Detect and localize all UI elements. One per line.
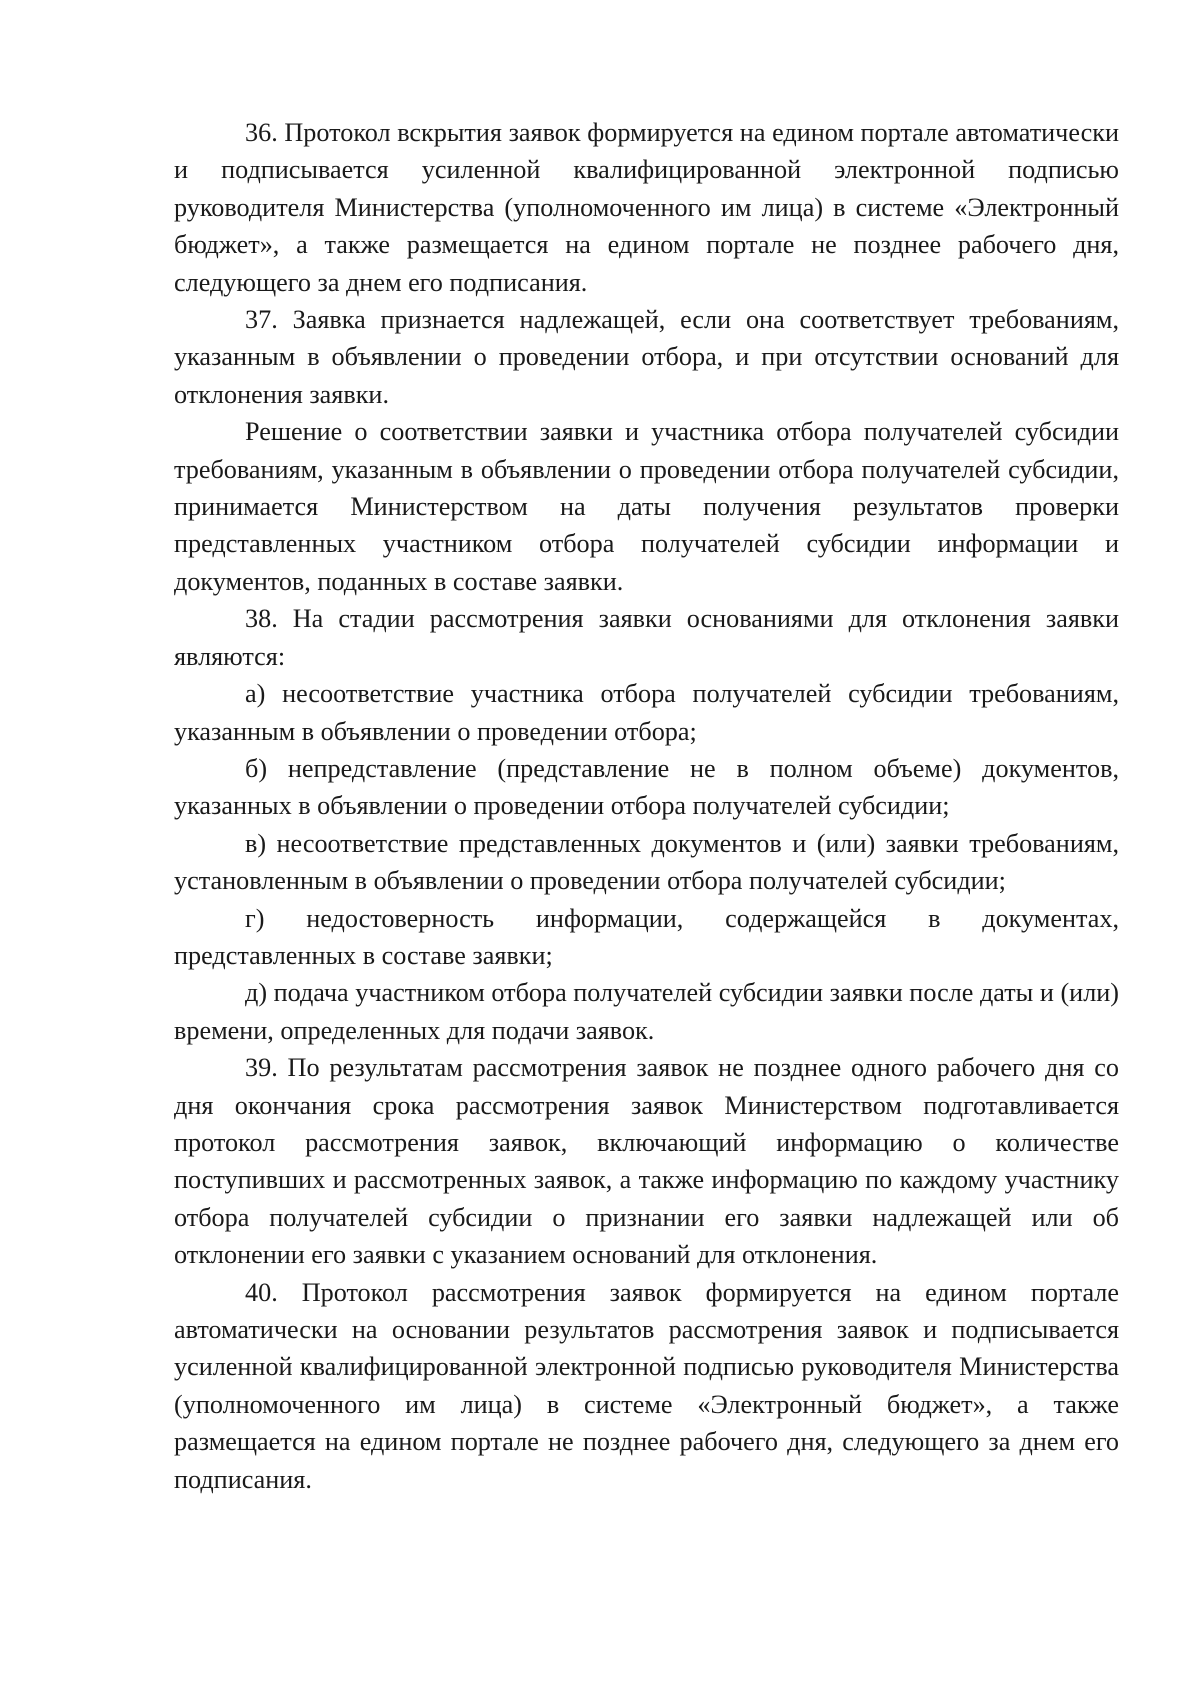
paragraph-38-v: в) несоответствие представленных документов и (или) заявки требованиям, установленным в объявлении о проведении отбора получателей субсидии; [174, 828, 1119, 896]
paragraph-38-a: а) несоответствие участника отбора получателей субсидии требованиям, указанным в объявлении о проведении отбора; [174, 679, 1119, 746]
paragraph-38: 38. На стадии рассмотрения заявки основаниями для отклонения заявки являются: [174, 604, 1119, 671]
paragraph-decision: Решение о соответствии заявки и участника отбора получателей субсидии требованиям, указанным в объявлении о проведении отбора получателей субсидии, принимается Министерством на даты получения результатов проверки представленных участником отбора получателей субсидии информации и документов, поданных в составе заявки. [174, 417, 1119, 596]
paragraph-37: 37. Заявка признается надлежащей, если она соответствует требованиям, указанным в объявлении о проведении отбора, и при отсутствии оснований для отклонения заявки. [174, 305, 1119, 409]
paragraph-40: 40. Протокол рассмотрения заявок формируется на едином портале автоматически на основании результатов рассмотрения заявок и подписывается усиленной квалифицированной электронной подписью руководителя Министерства (уполномоченного им лица) в системе «Электронный бюджет», а также размещается на едином портале не позднее рабочего дня, следующего за днем его подписания. [174, 1277, 1119, 1494]
paragraph-38-g: г) недостоверность информации, содержащейся в документах, представленных в составе заявки; [174, 903, 1119, 970]
paragraph-36: 36. Протокол вскрытия заявок формируется на едином портале автоматически и подписывается усиленной квалифицированной электронной подписью руководителя Министерства (уполномоченного им лица) в системе «Электронный бюджет», а также размещается на едином портале не позднее рабочего дня, следующего за днем его подписания. [174, 118, 1119, 297]
paragraph-38-d: д) подача участником отбора получателей субсидии заявки после даты и (или) времени, определенных для подачи заявок. [174, 978, 1119, 1045]
paragraph-38-b: б) непредставление (представление не в полном объеме) документов, указанных в объявлении о проведении отбора получателей субсидии; [174, 753, 1119, 821]
document-body [174, 114, 1119, 1498]
paragraph-39: 39. По результатам рассмотрения заявок не позднее одного рабочего дня со дня окончания срока рассмотрения заявок Министерством подготавливается протокол рассмотрения заявок, включающий информацию о количестве поступивших и рассмотренных заявок, а также информацию по каждому участнику отбора получателей субсидии о признании его заявки надлежащей или об отклонении его заявки с указанием оснований для отклонения. [174, 1053, 1119, 1270]
